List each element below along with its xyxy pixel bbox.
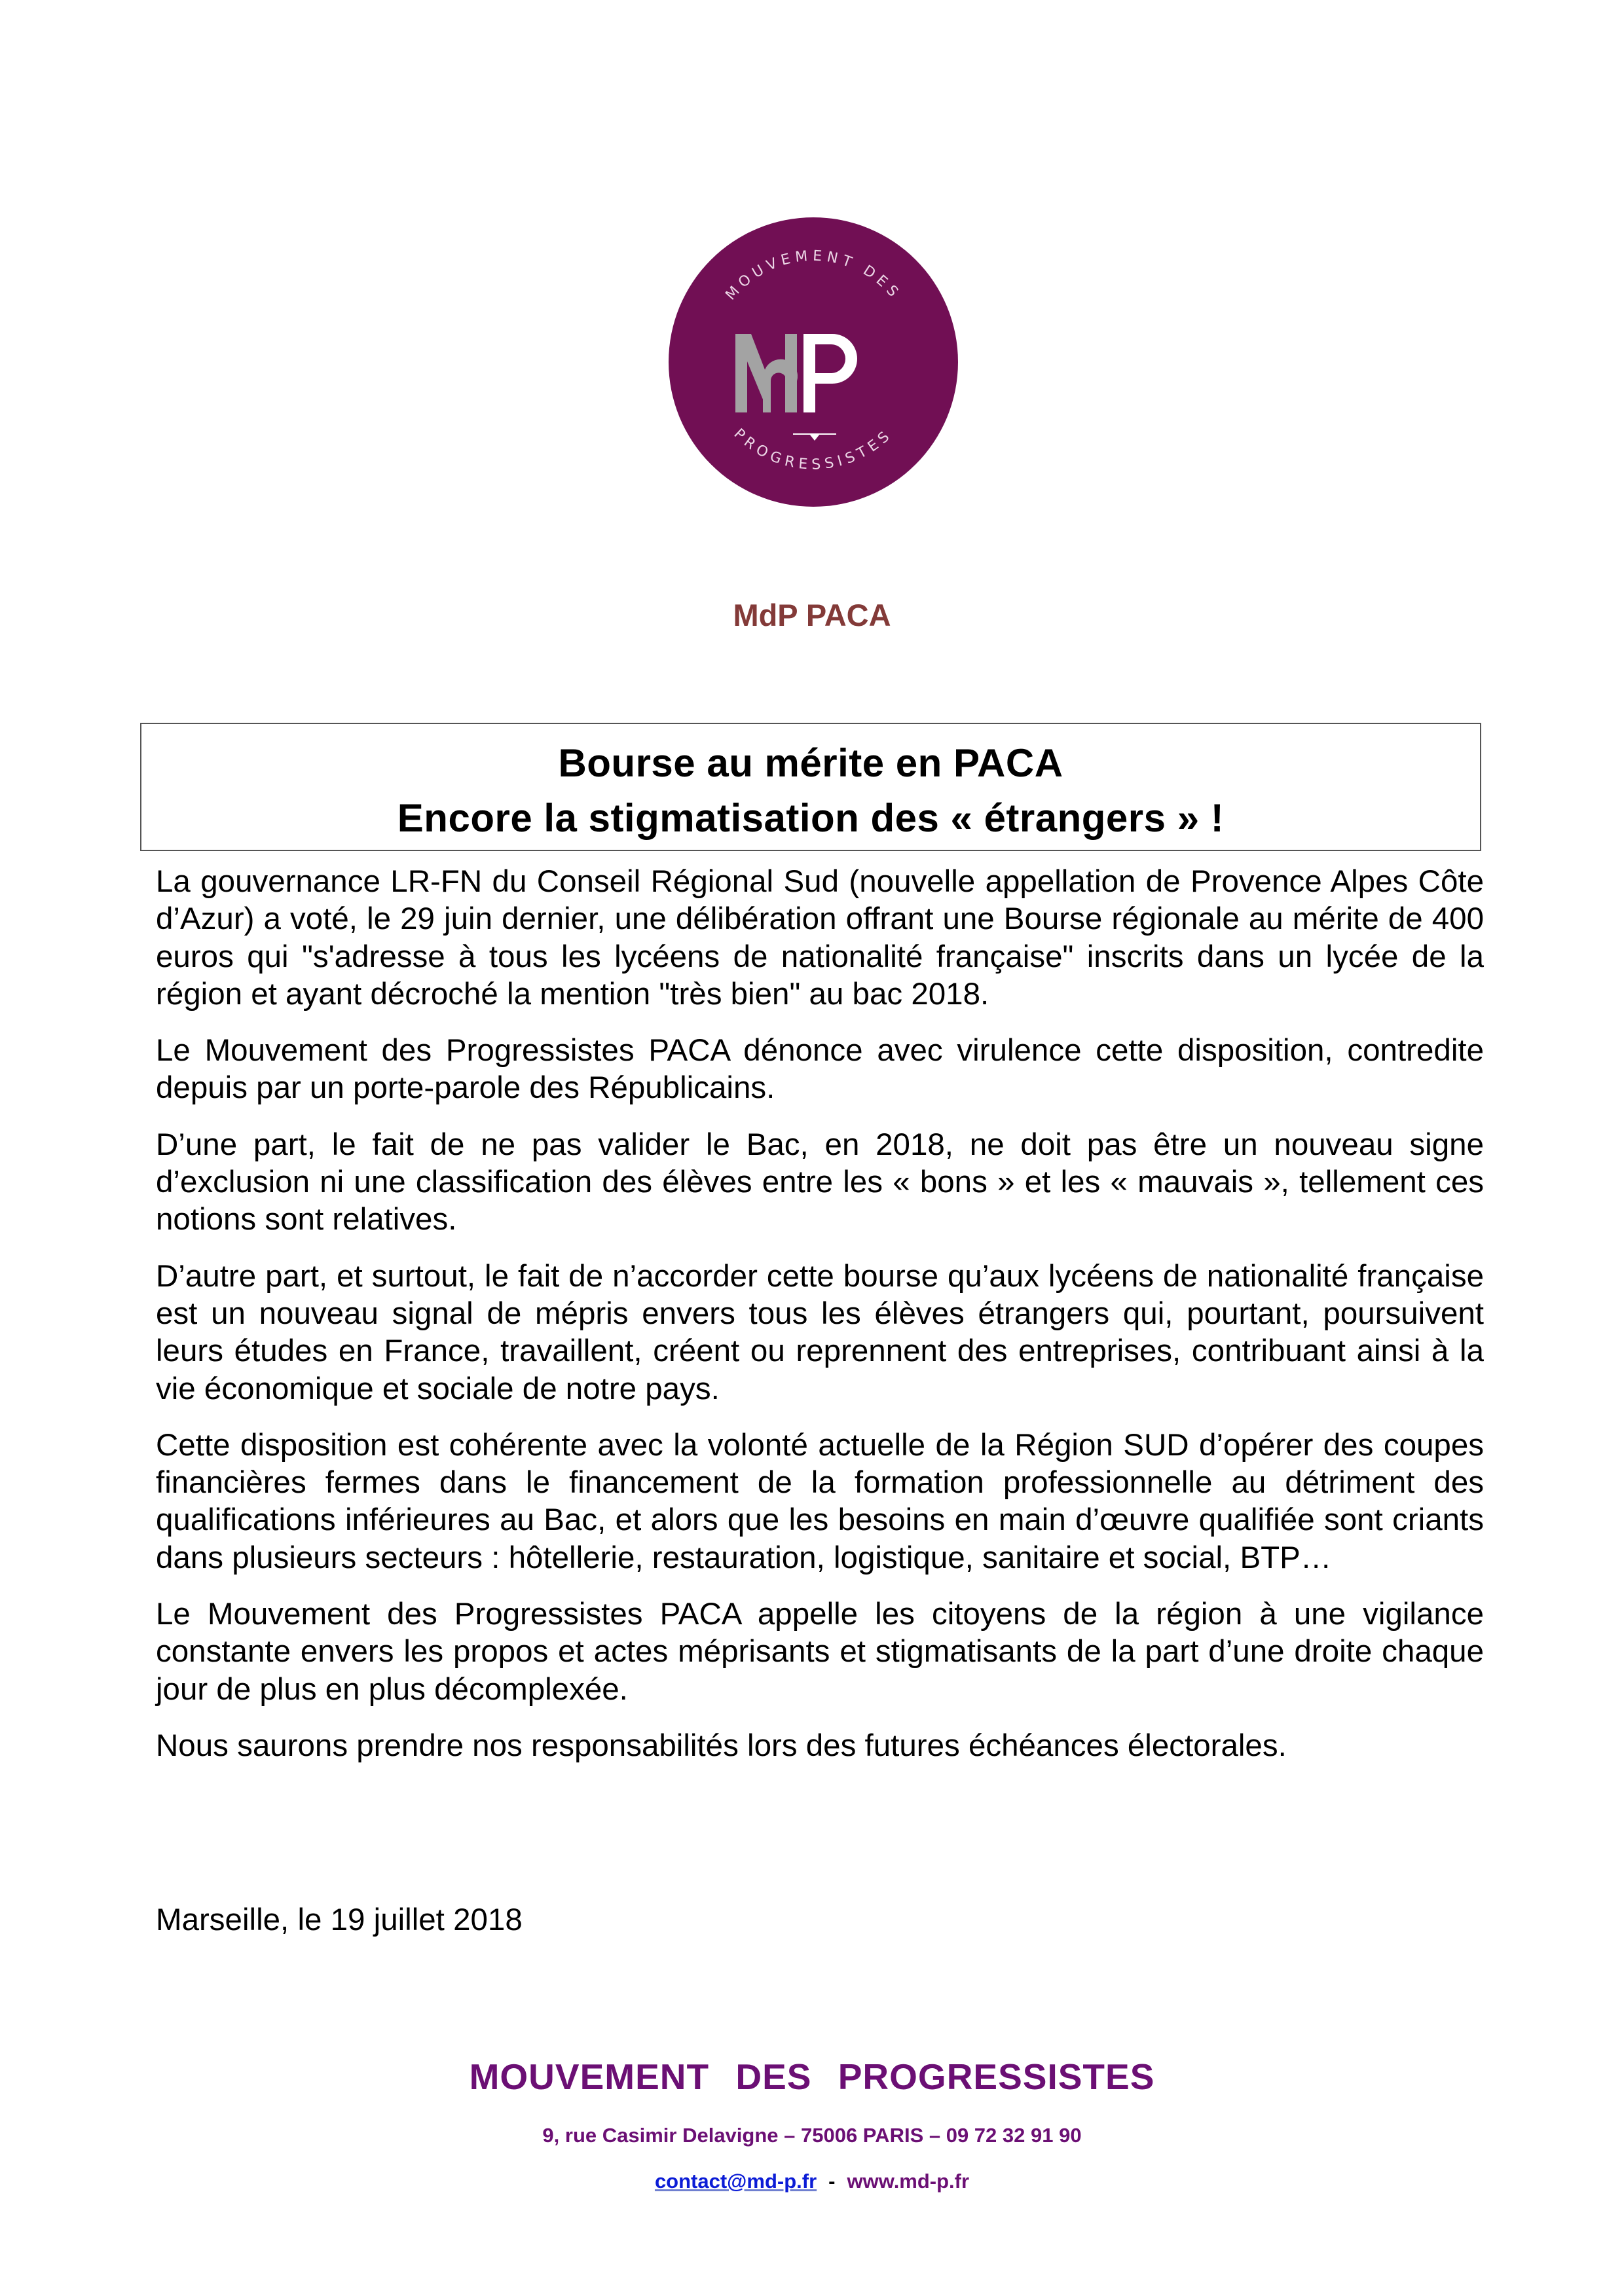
title-box [140,723,1481,851]
paragraph-coherence: Cette disposition est cohérente avec la volonté actuelle de la Région SUD d’opérer des coupes financières fermes dans le financement de la formation professionnelle au détriment des qualifications inférieures au Bac, et alors que les besoins en main d’œuvre qualifiée sont criants dans plusieurs secteurs : hôtellerie, restauration, logistique, sanitaire et social, BTP… [156,1427,1484,1575]
logo-emblem [667,216,959,508]
title-line-1: Bourse au mérite en PACA [558,741,1063,785]
website-link[interactable]: www.md-p.fr [847,2170,970,2193]
footer-org-name: MOUVEMENT DES PROGRESSISTES [469,2056,1155,2097]
paragraph-second-argument: D’autre part, et surtout, le fait de n’accorder cette bourse qu’aux lycéens de nationalité française est un nouveau signal de mépris envers tous les élèves étrangers qui, pourtant, poursuivent leurs études en France, travaillent, créent ou reprennent des entreprises, contribuant ainsi à la vie économique et sociale de notre pays. [156,1258,1484,1406]
footer-separator: - [828,2170,836,2193]
org-heading: MdP PACA [733,598,891,632]
signature-place-date: Marseille, le 19 juillet 2018 [156,1903,523,1937]
email-link[interactable]: contact@md-p.fr [654,2170,817,2193]
paragraph-first-argument: D’une part, le fait de ne pas valider le Bac, en 2018, ne doit pas être un nouveau signe d’exclusion ni une classification des élèves entre les « bons » et les « mauvais », tellement ces notions sont relatives. [156,1127,1484,1237]
logo-bottom-text: PROGRESSISTES [730,426,896,473]
logo-top-text: MOUVEMENT DES [722,247,904,304]
body-text [156,863,1484,1783]
footer [0,2056,1624,2193]
paragraph-conclusion: Nous saurons prendre nos responsabilités lors des futures échéances électorales. [156,1728,1287,1763]
title-line-2: Encore la stigmatisation des « étrangers » ! [397,796,1225,840]
footer-links [0,2170,1624,2193]
paragraph-call-to-vigilance: Le Mouvement des Progressistes PACA appelle les citoyens de la région à une vigilance constante envers les propos et actes méprisants et stigmatisants de la part d’une droite chaque jour de plus en plus décomplexée. [156,1597,1484,1707]
footer-address: 9, rue Casimir Delavigne – 75006 PARIS – 09 72 32 91 90 [542,2124,1082,2147]
paragraph-intro: La gouvernance LR-FN du Conseil Régional Sud (nouvelle appellation de Provence Alpes Côte d’Azur) a voté, le 29 juin dernier, une délibération offrant une Bourse régionale au mérite de 400 euros qui "s'adresse à tous les lycéens de nationalité française" inscrits dans un lycée de la région et ayant décroché la mention "très bien" au bac 2018. [156,864,1484,1011]
paragraph-denounce: Le Mouvement des Progressistes PACA dénonce avec virulence cette disposition, contredite depuis par un porte-parole des Républicains. [156,1033,1484,1106]
mdp-logo [667,216,959,508]
